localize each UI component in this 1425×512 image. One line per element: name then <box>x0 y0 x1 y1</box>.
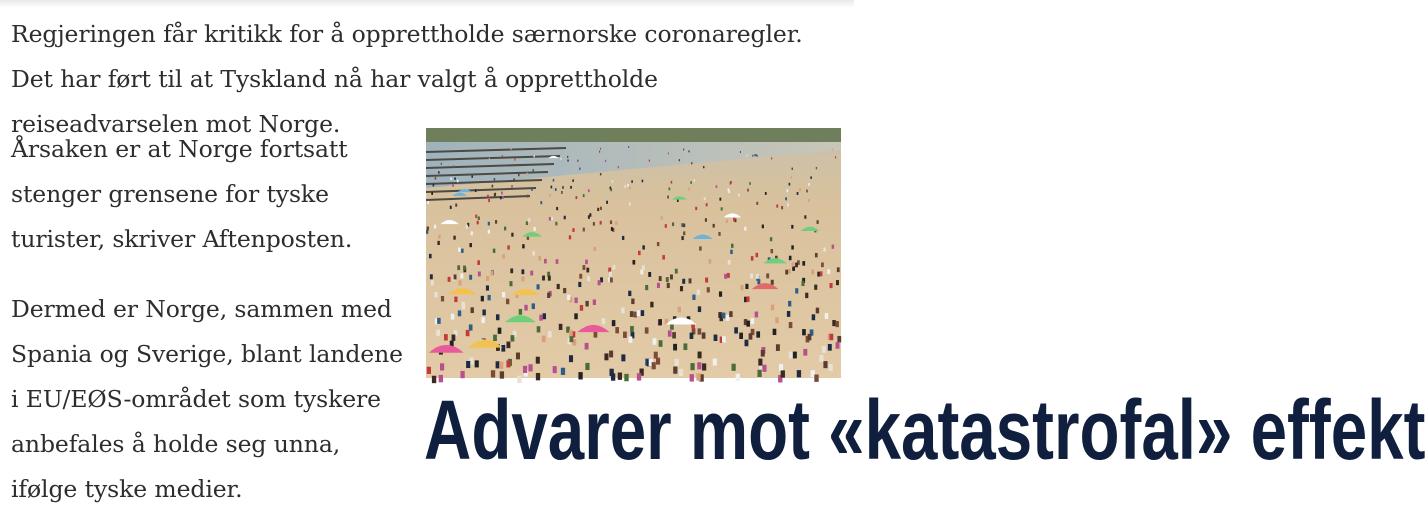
article-intro: Regjeringen får kritikk for å opprettholde særnorske coronaregler. Det har ført til at Tyskland nå har valgt å opprettholde reiseadvarselen mot Norge. <box>11 20 803 138</box>
beach-photo-illustration <box>426 128 841 378</box>
article-paragraph: Dermed er Norge, sammen med Spania og Sverige, blant landene i EU/EØS-området som tyskere anbefales å holde seg unna, ifølge tyske medier. <box>11 295 403 503</box>
top-bar-shadow <box>0 0 854 8</box>
article-paragraph: Årsaken er at Norge fortsatt stenger grensene for tyske turister, skriver Aftenposten. <box>11 135 353 253</box>
teaser-image-crowded-beach[interactable] <box>426 128 841 378</box>
teaser-headline[interactable]: Advarer mot «katastrofal» effekt <box>424 383 1425 477</box>
